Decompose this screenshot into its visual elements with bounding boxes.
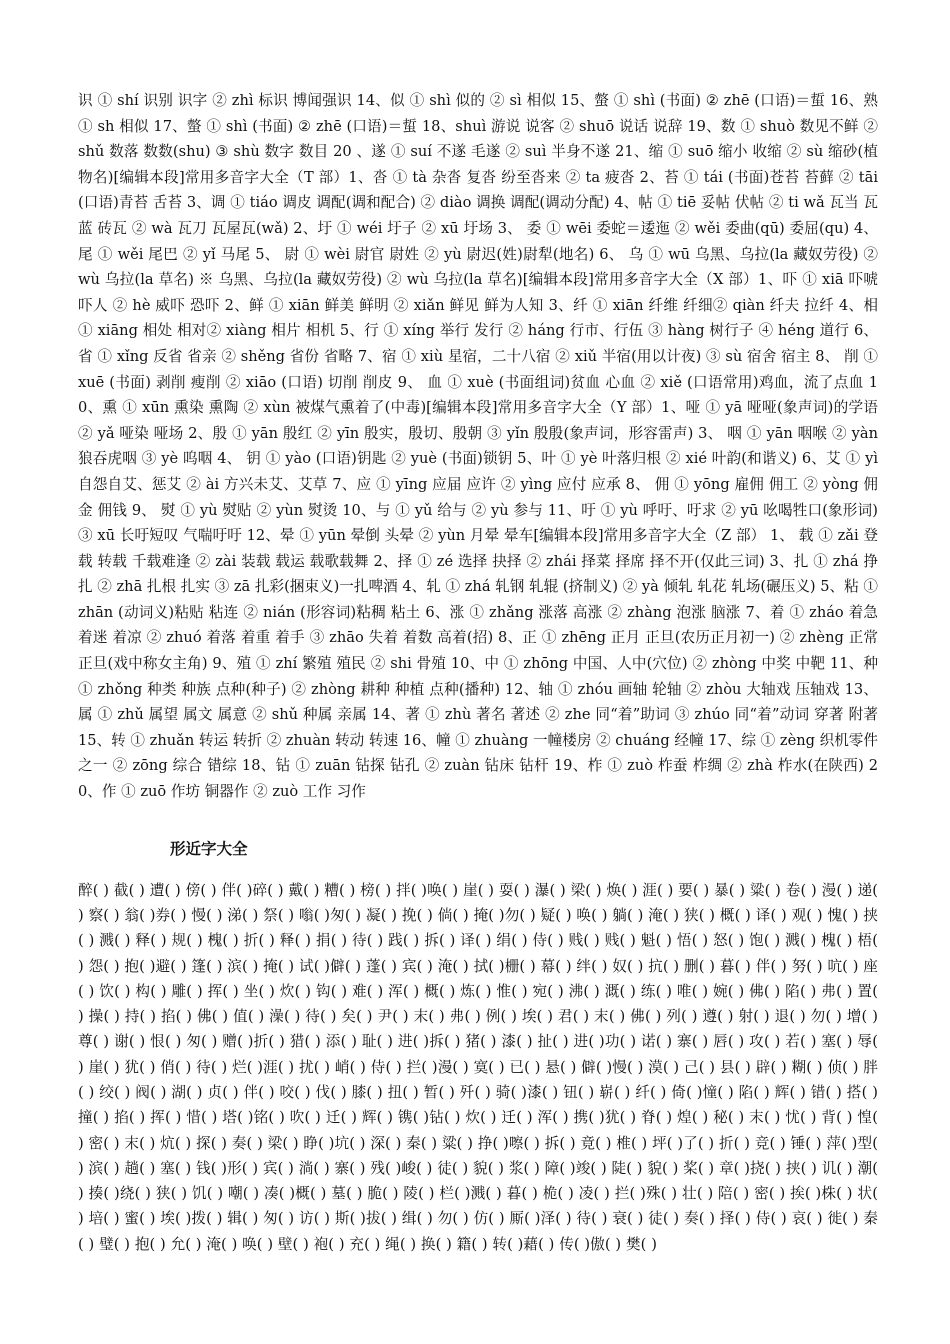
similar-characters-paragraph: 醉( ) 截( ) 遭( ) 傍( ) 伴( )碎( ) 戴( ) 糟( ) 榜( ) 拌( )唤( ) 崖( ) 耍( ) 瀑( ) 梁( ) 焕( ) 涯( ) 要( ) 暴( ) 粱( ) 卷( ) 漫( ) 递( ) 察( ) 翁( )券( ) 慢( ) 涕( ) 祭( ) 嗡( )匆( ) 凝( ) 挽( ) 倘( ) 掩( )勿( ) 疑( ) 唤( ) 躺( ) 淹( ) 狭( ) 概( ) 译( ) 观( ) 愧( ) 挟( ) 溅( ) 释( ) 规( ) 槐( ) 折( ) 释( ) 捐( ) 待( ) 践( ) 拆( ) 译( ) 绢( ) 侍( ) 贱( ) 贱( ) 魁( ) 悟( ) 怒( ) 饱( ) 溅( ) 槐( ) 梧( ) 怨( ) 抱( )避( ) 篷( ) 滨( ) 掩( ) 试( )僻( ) 蓬( ) 宾( ) 淹( ) 拭( )栅( ) 幕( ) 绊( ) 奴( ) 抗( ) 删( ) 暮( ) 伴( ) 努( ) 吭( ) 座( ) 饮( ) 构( ) 雕( ) 挥( ) 坐( ) 炊( ) 钩( ) 难( ) 浑( ) 概( ) 炼( ) 惟( ) 宛( ) 沸( ) 溉( ) 练( ) 唯( ) 婉( ) 佛( ) 陷( ) 弗( ) 置( ) 操( ) 持( ) 掐( ) 佛( ) 值( ) 澡( ) 待( ) 矣( ) 尹( ) 末( ) 弗( ) 例( ) 埃( ) 君( ) 末( ) 佛( ) 列( ) 遵( ) 射( ) 退( ) 勿( ) 增( )尊( ) 谢( ) 恨( ) 匆( ) 赠( )折( ) 猎( ) 添( ) 耻( ) 进( )拆( ) 猪( ) 漆( ) 扯( ) 进( )功( ) 诺( ) 寨( ) 唇( ) 攻( ) 若( ) 塞( ) 辱( ) 崖( ) 犹( ) 俏( ) 待( ) 烂( )涯( ) 扰( ) 峭( ) 侍( ) 拦( )漫( ) 寞( ) 已( ) 悬( ) 僻( )慢( ) 漠( ) 己( ) 县( ) 辟( ) 糊( ) 侦( ) 胖( ) 绞( ) 阀( ) 湖( ) 贞( ) 伴( ) 咬( ) 伐( ) 膝( ) 扭( ) 暂( ) 歼( ) 骑( )漆( ) 钮( ) 崭( ) 纤( ) 倚( )憧( ) 陷( ) 辉( ) 错( ) 搭( )撞( ) 掐( ) 挥( ) 惜( ) 塔( )铭( ) 吹( ) 迁( ) 辉( ) 镌( )钻( ) 炊( ) 迁( ) 浑( ) 携( )犹( ) 脊( ) 煌( ) 秘( ) 末( ) 忧( ) 背( ) 惶( ) 密( ) 末( ) 炕( ) 探( ) 奏( ) 梁( ) 睁( )坑( ) 深( ) 秦( ) 粱( ) 挣( )嚓( ) 拆( ) 竟( ) 椎( ) 坪( )了( ) 折( ) 竞( ) 锤( ) 萍( )型( ) 滨( ) 趟( ) 塞( ) 钱( )形( ) 宾( ) 淌( ) 寨( ) 残( )峻( ) 徒( ) 貌( ) 浆( ) 障( )竣( ) 陡( ) 貌( ) 桨( ) 章( )挠( ) 挟( ) 讥( ) 潮( ) 揍( )绕( ) 狭( ) 饥( ) 嘲( ) 凑( )概( ) 墓( ) 脆( ) 陵( ) 栏( )溅( ) 暮( ) 桅( ) 凌( ) 拦( )殊( ) 壮( ) 陪( ) 密( ) 挨( )株( ) 状( ) 培( ) 蜜( ) 埃( )拨( ) 辑( ) 匆( ) 访( ) 斯( )拔( ) 缉( ) 勿( ) 仿( ) 厮( )泽( ) 待( ) 衰( ) 徒( ) 奏( ) 择( ) 侍( ) 哀( ) 徙( ) 秦( ) 璧( ) 抱( ) 允( ) 淹( ) 唤( ) 壁( ) 袍( ) 充( ) 绳( ) 换( ) 籍( ) 转( )藉( ) 传( )傲( ) 樊( )	[78, 881, 878, 1253]
document-page	[78, 88, 878, 1257]
section-heading: 形近字大全	[170, 839, 248, 858]
pinyin-polyphone-paragraph: 识 ① shí 识别 识字 ② zhì 标识 博闻强识 14、似 ① shì 似的 ② sì 相似 15、螫 ① shì (书面) ② zhē (口语)＝蜇 16、熟 ① sh 相似 17、螫 ① shì (书面) ② zhē (口语)＝蜇 18、shuì 游说 说客 ② shuō 说话 说辞 19、数 ① shuò 数见不鲜 ② shǔ 数落 数数(shu) ③ shù 数字 数目 20 、遂 ① suí 不遂 毛遂 ② suì 半身不遂 21、缩 ① suō 缩小 收缩 ② sù 缩砂(植物名)[编辑本段]常用多音字大全（T 部）1、沓 ① tà 杂沓 复沓 纷至沓来 ② ta 疲沓 2、苔 ① tái (书面)苍苔 苔藓 ② tāi (口语)青苔 舌苔 3、调 ① tiáo 调皮 调配(调和配合) ② diào 调换 调配(调动分配) 4、帖 ① tiē 妥帖 伏帖 ② ti wǎ 瓦当 瓦蓝 砖瓦 ② wà 瓦刀 瓦屋瓦(wǎ) 2、圩 ① wéi 圩子 ② xū 圩场 3、 委 ① wēi 委蛇＝逶迤 ② wěi 委曲(qū) 委屈(qu) 4、 尾 ① wěi 尾巴 ② yǐ 马尾 5、 尉 ① wèi 尉官 尉姓 ② yù 尉迟(姓)尉犁(地名) 6、 乌 ① wū 乌黑、乌拉(la 藏奴劳役) ② wù 乌拉(la 草名) ※ 乌黑、乌拉(la 藏奴劳役) ② wù 乌拉(la 草名)[编辑本段]常用多音字大全（X 部）1、吓 ① xiā 吓唬 吓人 ② hè 威吓 恐吓 2、鲜 ① xiān 鲜美 鲜明 ② xiǎn 鲜见 鲜为人知 3、纤 ① xiān 纤维 纤细② qiàn 纤夫 拉纤 4、相 ① xiāng 相处 相对② xiàng 相片 相机 5、行 ① xíng 举行 发行 ② háng 行市、行伍 ③ hàng 树行子 ④ héng 道行 6、省 ① xǐng 反省 省亲 ② shěng 省份 省略 7、宿 ① xiù 星宿，二十八宿 ② xiǔ 半宿(用以计夜) ③ sù 宿舍 宿主 8、 削 ① xuē (书面) 剥削 瘦削 ② xiāo (口语) 切削 削皮 9、 血 ① xuè (书面组词)贫血 心血 ② xiě (口语常用)鸡血，流了点血 10、熏 ① xūn 熏染 熏陶 ② xùn 被煤气熏着了(中毒)[编辑本段]常用多音字大全（Y 部）1、哑 ① yā 哑哑(象声词)的学语 ② yǎ 哑染 哑场 2、殷 ① yān 殷红 ② yīn 殷实，殷切、殷朝 ③ yǐn 殷殷(象声词，形容雷声) 3、 咽 ① yān 咽喉 ② yàn 狼吞虎咽 ③ yè 呜咽 4、 钥 ① yào (口语)钥匙 ② yuè (书面)锁钥 5、叶 ① yè 叶落归根 ② xié 叶韵(和谐义) 6、艾 ① yì 自怨自艾、惩艾 ② ài 方兴未艾、艾草 7、应 ① yīng 应届 应许 ② yìng 应付 应承 8、 佣 ① yōng 雇佣 佣工 ② yòng 佣金 佣钱 9、 熨 ① yù 熨贴 ② yùn 熨烫 10、与 ① yǔ 给与 ② yù 参与 11、吁 ① yù 呼吁、吁求 ② yū 吆喝牲口(象形词) ③ xū 长吁短叹 气喘吁吁 12、晕 ① yūn 晕倒 头晕 ② yùn 月晕 晕车[编辑本段]常用多音字大全（Z 部） 1、 载 ① zǎi 登载 转载 千载难逢 ② zài 装载 载运 载歌载舞 2、择 ① zé 选择 抉择 ② zhái 择菜 择席 择不开(仅此三词) 3、扎 ① zhá 挣扎 ② zhā 扎根 扎实 ③ zā 扎彩(捆束义)一扎啤酒 4、轧 ① zhá 轧钢 轧辊 (挤制义) ② yà 倾轧 轧花 轧场(碾压义) 5、粘 ① zhān (动词义)粘贴 粘连 ② nián (形容词)粘稠 粘土 6、涨 ① zhǎng 涨落 高涨 ② zhàng 泡涨 脑涨 7、着 ① zháo 着急 着迷 着凉 ② zhuó 着落 着重 着手 ③ zhāo 失着 着数 高着(招) 8、正 ① zhēng 正月 正旦(农历正月初一) ② zhèng 正常 正旦(戏中称女主角) 9、殖 ① zhí 繁殖 殖民 ② shi 骨殖 10、中 ① zhōng 中国、人中(穴位) ② zhòng 中奖 中靶 11、种 ① zhǒng 种类 种族 点种(种子) ② zhòng 耕种 种植 点种(播种) 12、轴 ① zhóu 画轴 轮轴 ② zhòu 大轴戏 压轴戏 13、属 ① zhǔ 属望 属文 属意 ② shǔ 种属 亲属 14、著 ① zhù 著名 著述 ② zhe 同“着”助词 ③ zhúo 同“着”动词 穿著 附著 15、转 ① zhuǎn 转运 转折 ② zhuàn 转动 转速 16、幢 ① zhuàng 一幢楼房 ② chuáng 经幢 17、综 ① zèng 织机零件之一 ② zōng 综合 错综 18、钻 ① zuān 钻探 钻孔 ② zuàn 钻床 钻杆 19、柞 ① zuò 柞蚕 柞绸 ② zhà 柞水(在陕西) 20、作 ① zuō 作坊 铜器作 ② zuò 工作 习作	[78, 92, 878, 801]
